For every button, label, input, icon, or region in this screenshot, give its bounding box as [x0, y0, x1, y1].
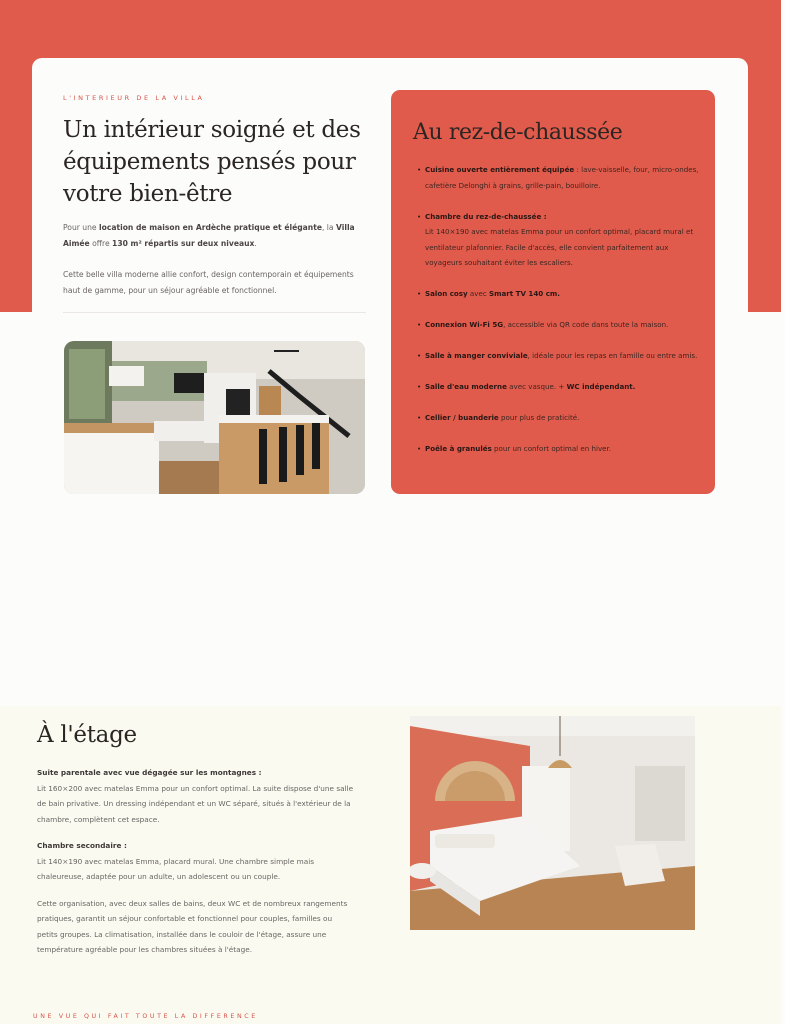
list-item: • Poêle à granulés pour un confort optimal en hiver.	[425, 441, 701, 457]
list-item: • Cellier / buanderie pour plus de praticité.	[425, 410, 701, 426]
upstairs-description	[37, 765, 355, 969]
list-item: • Salle à manger conviviale, idéale pour les repas en famille ou entre amis.	[425, 348, 701, 364]
ground-floor-list	[425, 162, 701, 472]
bedroom-photo	[410, 716, 695, 930]
closing-paragraph: Cette organisation, avec deux salles de bains, deux WC et de nombreux rangements pratiques, garantit un séjour confortable et fonctionnel pour couples, familles ou petits groupes. La climatisation, installée dans le couloir de l'étage, assure une température agréable pour les chambres situées à l'étage.	[37, 898, 348, 954]
interior-title: Un intérieur soigné et des équipements pensés pour votre bien-être	[63, 117, 361, 207]
interior-eyebrow: L'INTERIEUR DE LA VILLA	[63, 94, 205, 102]
list-item: • Salle d'eau moderne avec vasque. + WC indépendant.	[425, 379, 701, 395]
list-item: • Cuisine ouverte entièrement équipée : lave-vaisselle, four, micro-ondes, cafetière Delonghi à grains, grille-pain, bouilloire.	[425, 162, 701, 193]
list-item: • Salon cosy avec Smart TV 140 cm.	[425, 286, 701, 302]
upstairs-title: À l'étage	[37, 722, 137, 748]
section-divider	[63, 312, 366, 313]
intro-paragraph-2: Cette belle villa moderne allie confort, design contemporain et équipements haut de gamme, pour un séjour agréable et fonctionnel.	[63, 270, 354, 295]
second-room-paragraph: Chambre secondaire : Lit 140×190 avec matelas Emma, placard mural. Une chambre simple mais chaleureuse, adaptée pour un adulte, un adolescent ou un couple.	[37, 841, 315, 881]
footer-eyebrow: UNE VUE QUI FAIT TOUTE LA DIFFERENCE	[33, 1013, 258, 1020]
ground-floor-title: Au rez-de-chaussée	[413, 120, 623, 145]
interior-intro	[63, 220, 363, 298]
ground-floor-panel	[391, 90, 715, 494]
list-item: • Chambre du rez-de-chaussée : Lit 140×190 avec matelas Emma pour un confort optimal, placard mural et ventilateur plafonnier. Facile d'accès, elle convient parfaitement aux voyageurs souhaitant éviter les escaliers.	[425, 209, 701, 271]
suite-paragraph: Suite parentale avec vue dégagée sur les montagnes : Lit 160×200 avec matelas Emma pour un confort optimal. La suite dispose d'une salle de bain privative. Un dressing indépendant et un WC séparé, situés à l'extérieur de la chambre, complètent cet espace.	[37, 768, 354, 824]
list-item: • Connexion Wi-Fi 5G, accessible via QR code dans toute la maison.	[425, 317, 701, 333]
intro-paragraph-1: Pour une location de maison en Ardèche pratique et élégante, la Villa Aimée offre 130 m² répartis sur deux niveaux.	[63, 223, 355, 248]
kitchen-photo	[64, 341, 365, 494]
right-edge	[781, 0, 785, 1024]
